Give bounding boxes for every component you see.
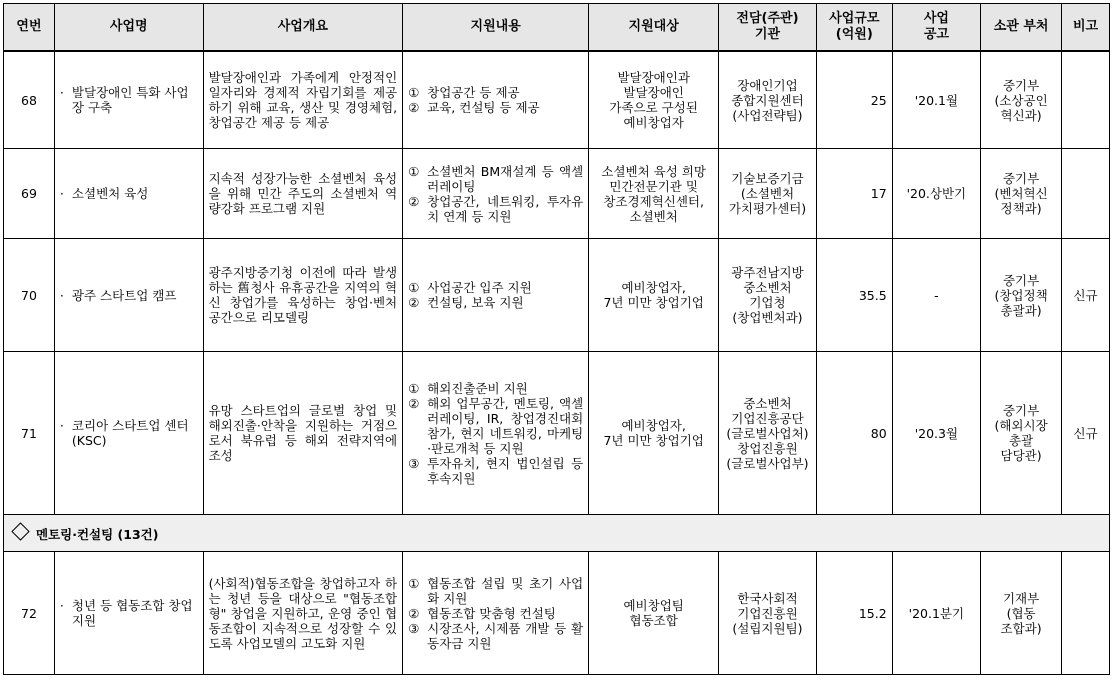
support-target: 예비창업자, 7년 미만 창업기업: [589, 239, 719, 352]
bullet-icon: ·: [59, 85, 64, 100]
support-item-marker: ①: [408, 163, 420, 179]
support-item-text: 컨설팅, 보육 지원: [427, 295, 524, 310]
support-content: [403, 352, 589, 515]
support-item-text: 소셜벤처 BM재설계 등 액셀러레이팅: [427, 163, 584, 194]
support-target: 발달장애인과 발달장애인 가족으로 구성된 예비창업자: [589, 51, 719, 149]
support-item-marker: ①: [408, 280, 420, 295]
support-item-text: 사업공간 입주 지원: [427, 280, 532, 295]
header-notice: 사업 공고: [892, 4, 980, 52]
remark: [1062, 51, 1110, 149]
notice-period: '20.상반기: [892, 149, 980, 239]
table-row: [4, 352, 1110, 515]
ministry: 중기부 (해외시장 총괄 담당관): [981, 352, 1062, 515]
managing-agency: 기술보증기금 (소셜벤처 가치평가센터): [719, 149, 817, 239]
bullet-icon: ·: [59, 186, 64, 201]
program-name: [54, 352, 203, 515]
bullet-icon: ·: [59, 418, 64, 433]
table-row: [4, 51, 1110, 149]
support-target: 예비창업자, 7년 미만 창업기업: [589, 352, 719, 515]
ministry: 중기부 (소상공인 혁신과): [981, 51, 1062, 149]
program-name: [54, 51, 203, 149]
section-header: [4, 515, 1110, 552]
table-body: [4, 51, 1110, 675]
support-target: 소셜벤처 육성 희망 민간전문기관 및 창조경제혁신센터, 소셜벤처: [589, 149, 719, 239]
ministry: 중기부 (벤처혁신 정책과): [981, 149, 1062, 239]
support-item-marker: ①: [408, 575, 420, 591]
program-name-text: 청년 등 협동조합 창업지원: [71, 598, 193, 628]
support-item-marker: ③: [408, 455, 420, 471]
support-content: [403, 239, 589, 352]
table-row: [4, 149, 1110, 239]
support-item-marker: ②: [408, 295, 420, 310]
support-item: [408, 295, 583, 310]
support-item: [408, 381, 583, 396]
row-number: 71: [4, 352, 55, 515]
support-item-marker: ②: [408, 395, 420, 411]
support-item: [408, 456, 583, 486]
row-number: 69: [4, 149, 55, 239]
remark: 신규: [1062, 352, 1110, 515]
remark: 신규: [1062, 239, 1110, 352]
support-item: [408, 396, 583, 456]
header-support: 지원내용: [403, 4, 589, 52]
support-item-marker: ③: [408, 620, 420, 636]
support-item: [408, 576, 583, 606]
remark: [1062, 149, 1110, 239]
support-program-table: [3, 3, 1110, 675]
support-item: [408, 280, 583, 295]
program-summary: 광주지방중기청 이전에 따라 발생하는 舊청사 유휴공간을 지역의 혁신 창업가를 육성하는 창업·벤처 공간으로 리모델링: [203, 239, 403, 352]
header-name: 사업명: [54, 4, 203, 52]
program-name-text: 소셜벤처 육성: [71, 186, 149, 201]
program-name: [54, 552, 203, 675]
managing-agency: 광주전남지방 중소벤처 기업청 (창업벤처과): [719, 239, 817, 352]
program-name-text: 발달장애인 특화 사업장 구축: [71, 85, 189, 115]
support-item-text: 창업공간, 네트워킹, 투자유치 연계 등 지원: [427, 193, 584, 224]
bullet-icon: ·: [59, 598, 64, 613]
row-number: 70: [4, 239, 55, 352]
support-content: [403, 552, 589, 675]
table-row: [4, 552, 1110, 675]
managing-agency: 장애인기업 종합지원센터 (사업전략팀): [719, 51, 817, 149]
notice-period: '20.3월: [892, 352, 980, 515]
program-name-text: 광주 스타트업 캠프: [71, 287, 177, 303]
support-item-marker: ②: [408, 100, 420, 115]
notice-period: '20.1월: [892, 51, 980, 149]
row-number: 68: [4, 51, 55, 149]
program-summary: (사회적)협동조합을 창업하고자 하는 청년 등을 대상으로 "협동조합형" 창업을 지원하고, 운영 중인 협동조합이 지속적으로 성장할 수 있도록 사업모델의 고도화 지원: [203, 552, 403, 675]
support-item-text: 협동조합 맞춤형 컨설팅: [427, 605, 556, 621]
header-budget: 사업규모 (억원): [816, 4, 892, 52]
support-item-text: 시장조사, 시제품 개발 등 활동자금 지원: [427, 620, 584, 651]
ministry: 중기부 (창업정책 총괄과): [981, 239, 1062, 352]
support-item-marker: ②: [408, 193, 420, 209]
header-no: 연번: [4, 4, 55, 52]
support-item-text: 협동조합 설립 및 초기 사업화 지원: [427, 575, 584, 606]
budget-value: 80: [816, 352, 892, 515]
support-item-text: 교육, 컨설팅 등 제공: [427, 100, 540, 115]
support-item: [408, 621, 583, 651]
support-content: [403, 149, 589, 239]
support-item: [408, 164, 583, 194]
program-summary: 지속적 성장가능한 소셜벤처 육성을 위해 민간 주도의 소셜벤처 역량강화 프로그램 지원: [203, 149, 403, 239]
table-row: [4, 239, 1110, 352]
program-name: [54, 149, 203, 239]
budget-value: 25: [816, 51, 892, 149]
managing-agency: 중소벤처 기업진흥공단 (글로벌사업처) 창업진흥원 (글로벌사업부): [719, 352, 817, 515]
support-item-marker: ②: [408, 605, 420, 621]
support-item-text: 해외 업무공간, 멘토링, 액셀러레이팅, IR, 창업경진대회 참가, 현지 네트워킹, 마케팅·판로개척 등 지원: [427, 395, 584, 456]
header-summary: 사업개요: [203, 4, 403, 52]
remark: [1062, 552, 1110, 675]
support-item: [408, 100, 583, 115]
support-item-text: 해외진출준비 지원: [427, 380, 528, 396]
header-target: 지원대상: [589, 4, 719, 52]
budget-value: 17: [816, 149, 892, 239]
managing-agency: 한국사회적 기업진흥원 (설립지원팀): [719, 552, 817, 675]
section-row: [4, 515, 1110, 552]
notice-period: -: [892, 239, 980, 352]
bullet-icon: ·: [59, 287, 64, 303]
budget-value: 35.5: [816, 239, 892, 352]
ministry: 기재부 (협동 조합과): [981, 552, 1062, 675]
table-header: [4, 4, 1110, 52]
program-name: [54, 239, 203, 352]
support-item: [408, 194, 583, 224]
budget-value: 15.2: [816, 552, 892, 675]
section-title: 멘토링·컨설팅 (13건): [36, 526, 159, 542]
program-summary: 유망 스타트업의 글로벌 창업 및 해외진출·안착을 지원하는 거점으로서 북유럽 등 해외 전략지역에 조성: [203, 352, 403, 515]
support-content: [403, 51, 589, 149]
support-item-marker: ①: [408, 85, 420, 100]
support-item-text: 투자유치, 현지 법인설립 등 후속지원: [427, 455, 584, 486]
header-row: [4, 4, 1110, 52]
header-remark: 비고: [1062, 4, 1110, 52]
support-item: [408, 606, 583, 621]
header-ministry: 소관 부처: [981, 4, 1062, 52]
program-summary: 발달장애인과 가족에게 안정적인 일자리와 경제적 자립기회를 제공하기 위해 교육, 생산 및 경영체험, 창업공간 제공 등 제공: [203, 51, 403, 149]
program-name-text: 코리아 스타트업 센터(KSC): [71, 418, 189, 448]
header-agency: 전담(주관) 기관: [719, 4, 817, 52]
row-number: 72: [4, 552, 55, 675]
diamond-icon: [11, 522, 29, 540]
support-item-marker: ①: [408, 380, 420, 396]
notice-period: '20.1분기: [892, 552, 980, 675]
support-item: [408, 85, 583, 100]
support-item-text: 창업공간 등 제공: [427, 85, 520, 100]
support-target: 예비창업팀 협동조합: [589, 552, 719, 675]
